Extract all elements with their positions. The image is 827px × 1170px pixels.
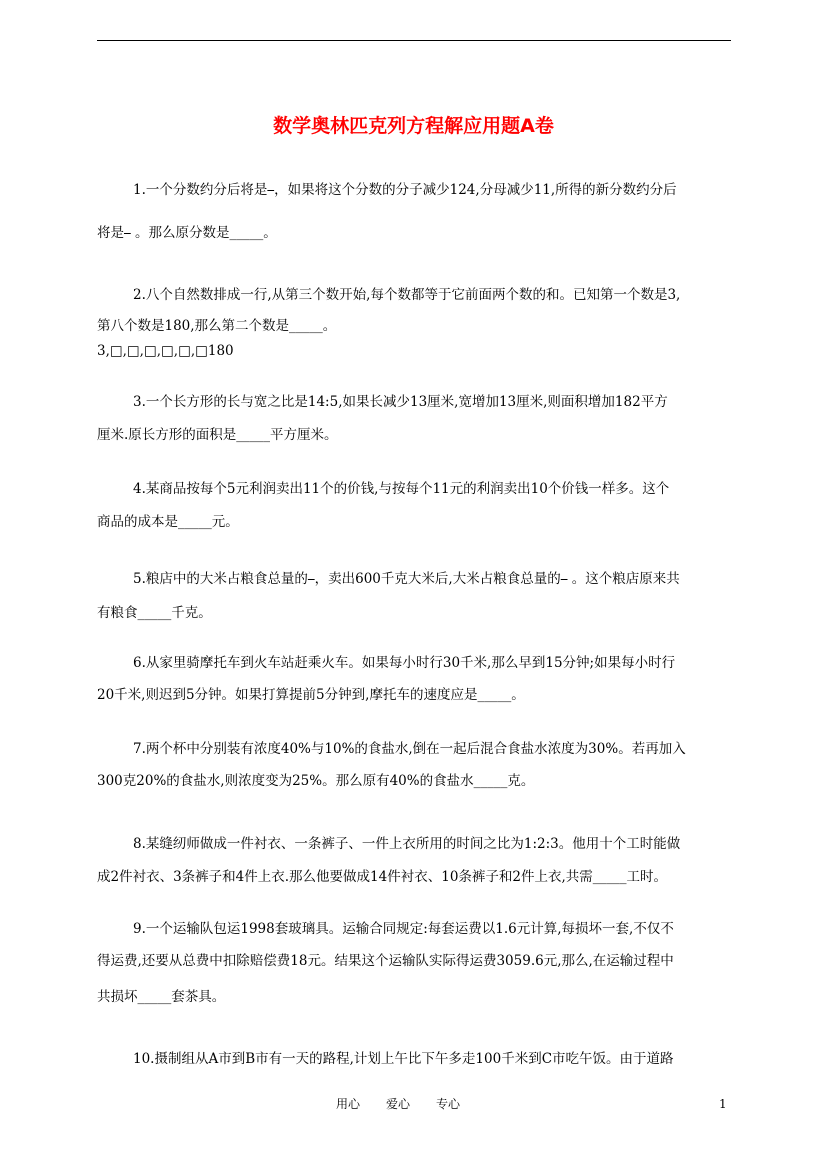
problem-2-line-1: 2.八个自然数排成一行,从第三个数开始,每个数都等于它前面两个数的和。已知第一个数是3,	[133, 287, 681, 303]
problem-4-line-1: 4.某商品按每个5元利润卖出11个的价钱,与按每个11元的利润卖出10个价钱一样多。这个	[133, 481, 670, 497]
problem-5-line-2: 有粮食_____千克。	[97, 605, 212, 621]
problem-8-line-2: 成2件衬衣、3条裤子和4件上衣.那么他要做成14件衬衣、10条裤子和2件上衣,共需_____工时。	[97, 869, 668, 885]
problem-2-line-2: 第八个数是180,那么第二个数是_____。	[97, 318, 337, 334]
problem-9-line-1: 9.一个运输队包运1998套玻璃具。运输合同规定:每套运费以1.6元计算,每损坏一套,不仅不	[133, 921, 674, 937]
page-number: 1	[719, 1097, 727, 1111]
problem-1-line-2: 将是⎯ 。那么原分数是_____。	[97, 225, 277, 241]
problem-3-line-1: 3.一个长方形的长与宽之比是14:5,如果长减少13厘米,宽增加13厘米,则面积增加182平方	[133, 394, 668, 410]
problem-4-line-2: 商品的成本是_____元。	[97, 514, 239, 530]
problem-5-line-1: 5.粮店中的大米占粮食总量的⎯，卖出600千克大米后,大米占粮食总量的⎯ 。这个粮店原来共	[133, 571, 680, 587]
problem-6-line-1: 6.从家里骑摩托车到火车站赶乘火车。如果每小时行30千米,那么早到15分钟;如果每小时行	[133, 655, 676, 671]
problem-8-line-1: 8.某缝纫师做成一件衬衣、一条裤子、一件上衣所用的时间之比为1:2:3。他用十个工时能做	[133, 836, 681, 852]
footer-left: 用心	[336, 1097, 361, 1111]
problem-3-line-2: 厘米.原长方形的面积是_____平方厘米。	[97, 427, 338, 443]
footer-right: 专心	[436, 1097, 461, 1111]
footer-middle: 爱心	[386, 1097, 411, 1111]
problem-7-line-1: 7.两个杯中分别装有浓度40%与10%的食盐水,倒在一起后混合食盐水浓度为30%。若再加入	[133, 741, 686, 757]
problem-6-line-2: 20千米,则迟到5分钟。如果打算提前5分钟到,摩托车的速度应是_____。	[97, 687, 525, 703]
problem-9-line-3: 共损坏_____套茶具。	[97, 989, 226, 1005]
problem-1-line-1: 1.一个分数约分后将是⎯，如果将这个分数的分子减少124,分母减少11,所得的新分数约分后	[133, 182, 677, 198]
problem-9-line-2: 得运费,还要从总费中扣除赔偿费18元。结果这个运输队实际得运费3059.6元,那么,在运输过程中	[97, 953, 674, 969]
header-rule	[97, 40, 731, 41]
problem-10-line-1: 10.摄制组从A市到B市有一天的路程,计划上午比下午多走100千米到C市吃午饭。由于道路	[133, 1051, 674, 1067]
problem-2-sequence: 3,□,□,□,□,□,□180	[97, 343, 234, 359]
page-title: 数学奥林匹克列方程解应用题A卷	[273, 115, 554, 137]
problem-7-line-2: 300克20%的食盐水,则浓度变为25%。那么原有40%的食盐水_____克。	[97, 773, 535, 789]
